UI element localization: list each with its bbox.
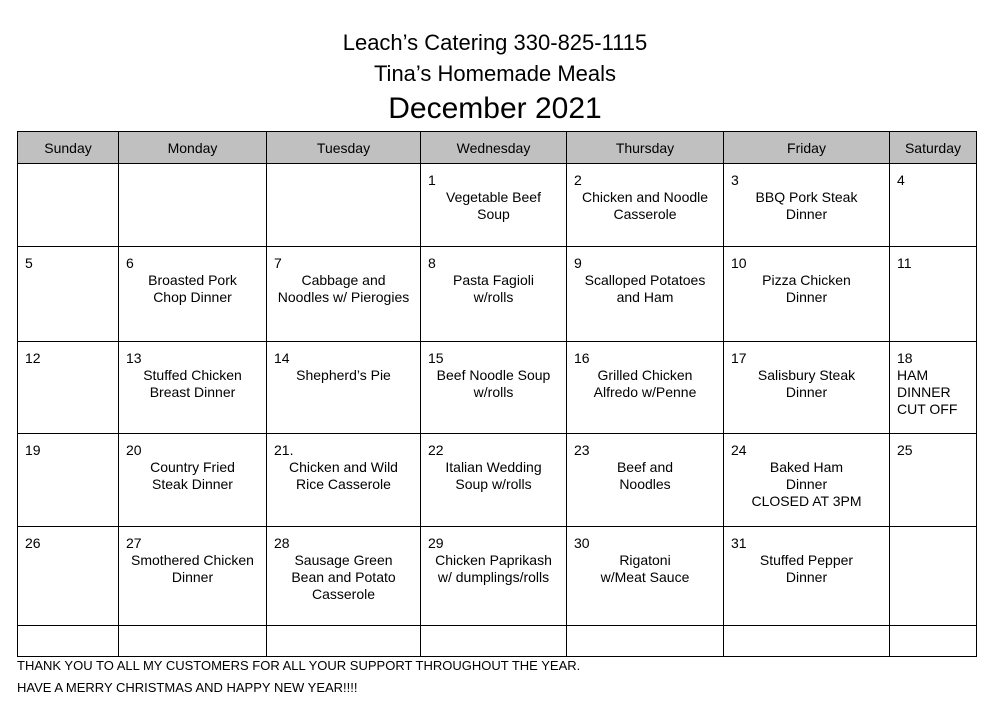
day-number: 16	[574, 350, 590, 366]
day-number: 26	[25, 535, 41, 551]
week-row-empty	[18, 626, 977, 657]
day-number: 9	[574, 255, 582, 271]
meal-text: Stuffed Chicken Breast Dinner	[143, 367, 242, 400]
day-cell	[567, 342, 724, 434]
day-cell	[724, 247, 890, 342]
meal-text: Pizza Chicken Dinner	[762, 272, 851, 305]
week-row	[18, 527, 977, 626]
day-cell	[119, 342, 267, 434]
day-number	[18, 164, 118, 172]
meal-text: Vegetable Beef Soup	[446, 189, 541, 222]
meal-text: Stuffed Pepper Dinner	[759, 552, 854, 585]
day-cell	[119, 626, 267, 657]
day-number: 3	[731, 172, 739, 188]
meal-text: Pasta Fagioli w/rolls	[453, 272, 534, 305]
day-number: 19	[25, 442, 41, 458]
day-cell	[890, 164, 977, 247]
day-cell	[724, 626, 890, 657]
calendar-month-title: December 2021	[388, 92, 602, 125]
day-cell	[724, 342, 890, 434]
day-number: 30	[574, 535, 590, 551]
meal-text: Cabbage and Noodles w/ Pierogies	[277, 272, 410, 305]
meal-text: Broasted Pork Chop Dinner	[148, 272, 237, 305]
day-cell	[18, 434, 119, 527]
day-number	[119, 164, 266, 172]
weekday-header: Thursday	[567, 132, 724, 164]
day-cell	[890, 626, 977, 657]
day-cell	[421, 527, 567, 626]
day-cell	[18, 164, 119, 247]
meal-text: Country Fried Steak Dinner	[150, 459, 235, 492]
day-cell	[724, 527, 890, 626]
day-number: 13	[126, 350, 142, 366]
meal-text: Shepherd’s Pie	[296, 367, 391, 383]
day-number: 18	[897, 350, 913, 366]
weekday-header-row	[18, 132, 977, 164]
day-number: 5	[25, 255, 33, 271]
day-cell	[890, 342, 977, 434]
day-number: 1	[428, 172, 436, 188]
day-number: 25	[897, 442, 913, 458]
day-cell	[18, 626, 119, 657]
day-cell	[119, 164, 267, 247]
meal-text: Baked Ham Dinner CLOSED AT 3PM	[751, 459, 862, 509]
day-cell	[119, 527, 267, 626]
day-cell	[421, 626, 567, 657]
day-cell	[890, 247, 977, 342]
weekday-header: Tuesday	[267, 132, 421, 164]
day-cell	[421, 164, 567, 247]
day-cell	[119, 434, 267, 527]
day-number: 6	[126, 255, 134, 271]
day-cell	[421, 342, 567, 434]
day-number: 24	[731, 442, 747, 458]
day-number: 21.	[274, 442, 294, 458]
day-number: 20	[126, 442, 142, 458]
meal-text: Rigatoni w/Meat Sauce	[600, 552, 690, 585]
day-number: 14	[274, 350, 290, 366]
day-cell	[18, 247, 119, 342]
meal-text: Beef Noodle Soup w/rolls	[436, 367, 551, 400]
day-number: 10	[731, 255, 747, 271]
week-row	[18, 164, 977, 247]
day-cell	[421, 434, 567, 527]
day-number: 7	[274, 255, 282, 271]
footer-holiday-greeting: HAVE A MERRY CHRISTMAS AND HAPPY NEW YEAR!!!!	[17, 680, 358, 695]
week-row	[18, 342, 977, 434]
weekday-header: Monday	[119, 132, 267, 164]
day-number: 4	[897, 172, 905, 188]
meal-text: BBQ Pork Steak Dinner	[755, 189, 858, 222]
weekday-header: Saturday	[890, 132, 977, 164]
day-cell	[267, 626, 421, 657]
day-cell	[119, 247, 267, 342]
meal-text: Salisbury Steak Dinner	[757, 367, 856, 400]
day-cell	[267, 247, 421, 342]
meal-text: Smothered Chicken Dinner	[131, 552, 254, 585]
day-cell	[567, 247, 724, 342]
day-number: 23	[574, 442, 590, 458]
day-cell	[18, 527, 119, 626]
day-number: 22	[428, 442, 444, 458]
meal-text: HAM DINNER CUT OFF	[897, 367, 958, 417]
day-cell	[267, 527, 421, 626]
day-number: 2	[574, 172, 582, 188]
meal-text: Chicken and Wild Rice Casserole	[289, 459, 398, 492]
menu-calendar	[17, 131, 977, 657]
day-number: 8	[428, 255, 436, 271]
day-cell	[267, 434, 421, 527]
week-row	[18, 247, 977, 342]
day-cell	[724, 434, 890, 527]
meal-text: Chicken Paprikash w/ dumplings/rolls	[435, 552, 552, 585]
day-number	[267, 164, 420, 172]
day-cell	[18, 342, 119, 434]
business-subtitle: Tina’s Homemade Meals	[373, 61, 617, 86]
day-number: 29	[428, 535, 444, 551]
day-number: 17	[731, 350, 747, 366]
day-cell	[267, 164, 421, 247]
weekday-header: Sunday	[18, 132, 119, 164]
day-number: 31	[731, 535, 747, 551]
business-name-phone: Leach’s Catering 330-825-1115	[342, 30, 648, 55]
day-cell	[724, 164, 890, 247]
day-cell	[567, 434, 724, 527]
day-number: 11	[897, 255, 912, 271]
day-cell	[567, 527, 724, 626]
day-cell	[890, 434, 977, 527]
meal-text: Grilled Chicken Alfredo w/Penne	[593, 367, 697, 400]
day-cell	[890, 527, 977, 626]
footer-thank-you: THANK YOU TO ALL MY CUSTOMERS FOR ALL YOUR SUPPORT THROUGHOUT THE YEAR.	[17, 658, 581, 673]
meal-text: Beef and Noodles	[616, 459, 674, 492]
day-cell	[567, 626, 724, 657]
day-number: 12	[25, 350, 41, 366]
weekday-header: Friday	[724, 132, 890, 164]
weekday-header: Wednesday	[421, 132, 567, 164]
day-cell	[267, 342, 421, 434]
day-cell	[421, 247, 567, 342]
day-number	[890, 527, 976, 535]
day-number: 15	[428, 350, 444, 366]
meal-text: Chicken and Noodle Casserole	[581, 189, 709, 222]
meal-text: Sausage Green Bean and Potato Casserole	[291, 552, 396, 602]
day-number: 27	[126, 535, 142, 551]
day-number: 28	[274, 535, 290, 551]
week-row	[18, 434, 977, 527]
meal-text: Scalloped Potatoes and Ham	[584, 272, 706, 305]
day-cell	[567, 164, 724, 247]
meal-text: Italian Wedding Soup w/rolls	[445, 459, 542, 492]
